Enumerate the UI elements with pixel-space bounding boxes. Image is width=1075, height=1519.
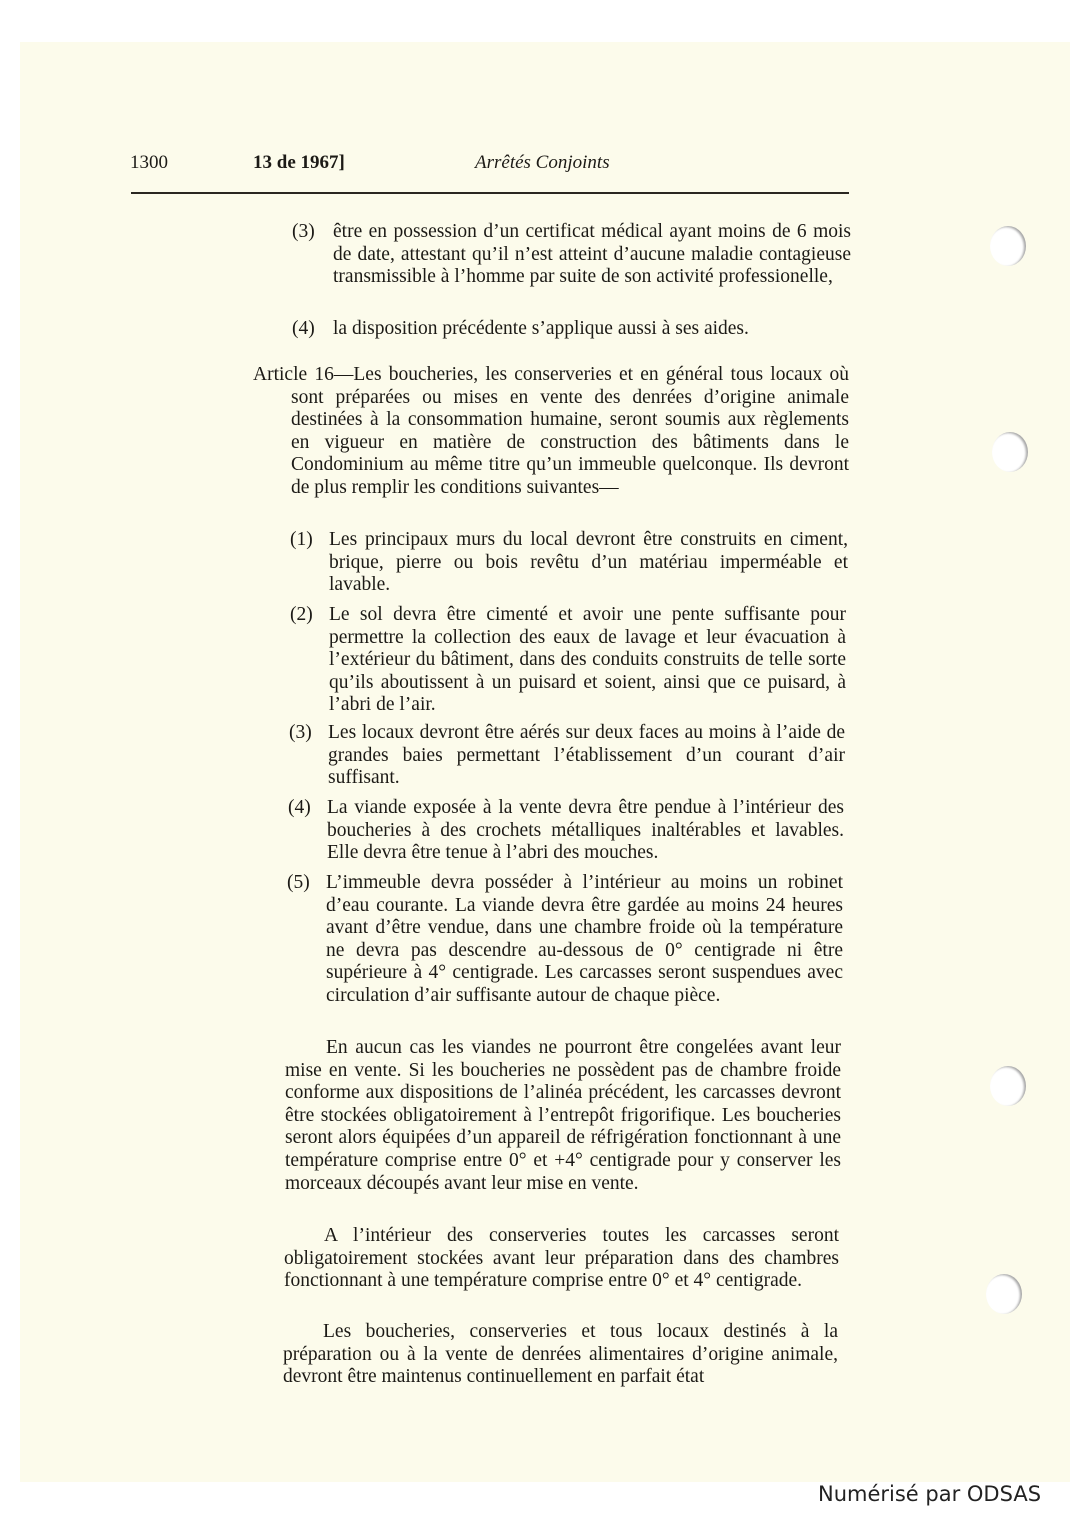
item-text: Les principaux murs du local devront être construits en ciment, brique, pierre ou bois revêtu d’un matériau imperméable et lavable. [329, 529, 848, 596]
item-text: être en possession d’un certificat médical ayant moins de 6 mois de date, attestant qu’il n’est atteint d’aucune maladie contagieuse transmissible à l’homme par suite de son activité professionelle, [333, 221, 851, 288]
item-text: la disposition précédente s’applique aussi à ses aides. [333, 318, 749, 339]
header-rule [131, 192, 849, 194]
header-title: Arrêtés Conjoints [475, 152, 610, 173]
page-number: 1300 [130, 152, 168, 173]
article-intro-text: —Les boucheries, les conserveries et en général tous locaux où sont préparées ou mises en vente des denrées d’origine animale destinées à la consommation humaine, seront soumis aux règlements en vigueur en matière de construction des bâtiments dans le Condominium au même titre qu’un immeuble quelconque. Ils devront de plus remplir les conditions suivantes— [291, 364, 850, 498]
digitization-credit: Numérisé par ODSAS [818, 1482, 1042, 1506]
item-text: Les locaux devront être aérés sur deux faces au moins à l’aide de grandes baies permettant l’établissement d’un courant d’air suffisant. [328, 722, 845, 789]
article-label: Article 16 [253, 364, 334, 385]
punch-hole [990, 1066, 1026, 1106]
paragraph: En aucun cas les viandes ne pourront être congelées avant leur mise en vente. Si les boucheries ne possèdent pas de chambre froide conforme aux dispositions de l’alinéa précédent, les carcasses devront être stockées obligatoirement à l’entrepôt frigorifique. Les boucheries seront alors équipées d’un appareil de réfrigération fonctionnant à une température comprise entre 0° et +4° centigrade pour y conserver les morceaux découpés avant leur mise en vente. [285, 1037, 841, 1194]
item-number: (5) [287, 872, 310, 893]
paragraph: Les boucheries, conserveries et tous locaux destinés à la préparation ou à la vente de denrées alimentaires d’origine animale, devront être maintenus continuellement en parfait état [283, 1321, 838, 1388]
item-text: Le sol devra être cimenté et avoir une pente suffisante pour permettre la collection des eaux de lavage et leur évacuation à l’extérieur du bâtiment, dans des conduits construits de telle sorte qu’ils aboutissent à un puisard et soient, ainsi que ce puisard, à l’abri de l’air. [329, 604, 846, 716]
item-text: La viande exposée à la vente devra être pendue à l’intérieur des boucheries à des crochets métalliques inaltérables et lavables. Elle devra être tenue à l’abri des mouches. [327, 797, 844, 864]
item-number: (3) [289, 722, 312, 743]
header-date: 13 de 1967] [253, 152, 345, 173]
paragraph: A l’intérieur des conserveries toutes les carcasses seront obligatoirement stockées avant leur préparation dans des chambres fonctionnant à une température comprise entre 0° et 4° centigrade. [284, 1225, 839, 1292]
article-16-body [253, 364, 849, 500]
item-number: (4) [292, 318, 315, 339]
punch-hole [992, 432, 1028, 472]
item-number: (3) [292, 221, 315, 242]
punch-hole [986, 1274, 1022, 1314]
item-number: (4) [288, 797, 311, 818]
item-text: L’immeuble devra posséder à l’intérieur au moins un robinet d’eau courante. La viande devra être gardée au moins 24 heures avant d’être vendue, dans une chambre froide où la température ne devra pas descendre au-dessous de 0° centigrade ni être supérieure à 4° centigrade. Les carcasses seront suspendues avec circulation d’air suffisante autour de chaque pièce. [326, 872, 843, 1006]
item-number: (2) [290, 604, 313, 625]
item-number: (1) [290, 529, 313, 550]
punch-hole [990, 226, 1026, 266]
